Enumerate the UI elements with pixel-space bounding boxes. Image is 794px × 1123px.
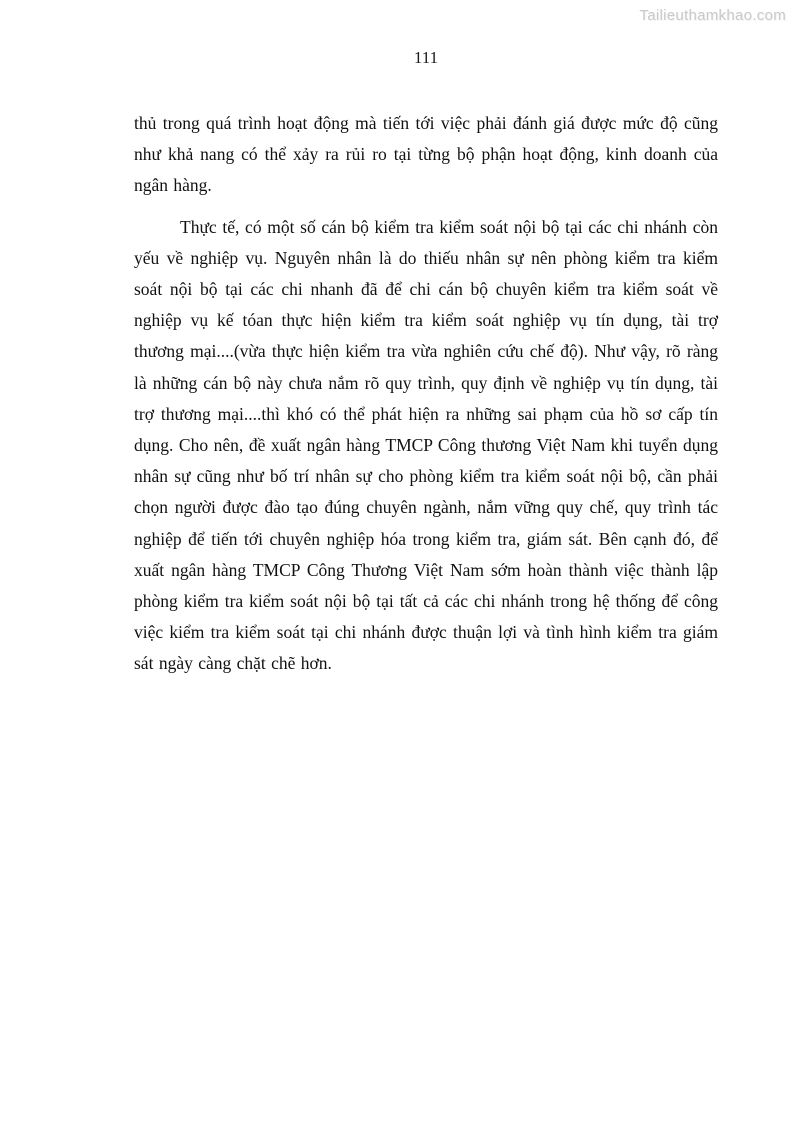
paragraph-continuation: thủ trong quá trình hoạt động mà tiến tới việc phải đánh giá được mức độ cũng như khả nang có thể xảy ra rủi ro tại từng bộ phận hoạt động, kinh doanh của ngân hàng. <box>134 113 718 196</box>
paragraph-body: Thực tế, có một số cán bộ kiểm tra kiểm soát nội bộ tại các chi nhánh còn yếu về nghiệp vụ. Nguyên nhân là do thiếu nhân sự nên phòng kiểm tra kiểm soát nội bộ tại các chi nhanh đã để chi cán bộ chuyên kiểm tra kiểm soát về nghiệp vụ kế tóan thực hiện kiểm tra kiểm soát nghiệp vụ tín dụng, tài trợ thương mại....(vừa thực hiện kiểm tra vừa nghiên cứu chế độ). Như vậy, rõ ràng là những cán bộ này chưa nắm rõ quy trình, quy định về nghiệp vụ tín dụng, tài trợ thương mại....thì khó có thể phát hiện ra những sai phạm của hồ sơ cấp tín dụng. Cho nên, đề xuất ngân hàng TMCP Công thương Việt Nam khi tuyển dụng nhân sự cũng như bố trí nhân sự cho phòng kiểm tra kiểm soát nội bộ, cần phải chọn người được đào tạo đúng chuyên ngành, nắm vững quy chế, quy trình tác nghiệp để tiến tới chuyên nghiệp hóa trong kiểm tra, giám sát. Bên cạnh đó, để xuất ngân hàng TMCP Công Thương Việt Nam sớm hoàn thành việc thành lập phòng kiểm tra kiểm soát nội bộ tại tất cả các chi nhánh trong hệ thống để công việc kiểm tra kiểm soát tại chi nhánh được thuận lợi và tình hình kiểm tra giám sát ngày càng chặt chẽ hơn. <box>134 216 718 674</box>
document-content <box>134 48 718 680</box>
site-watermark: Tailieuthamkhao.com <box>639 7 786 24</box>
page-number: 111 <box>413 48 439 67</box>
